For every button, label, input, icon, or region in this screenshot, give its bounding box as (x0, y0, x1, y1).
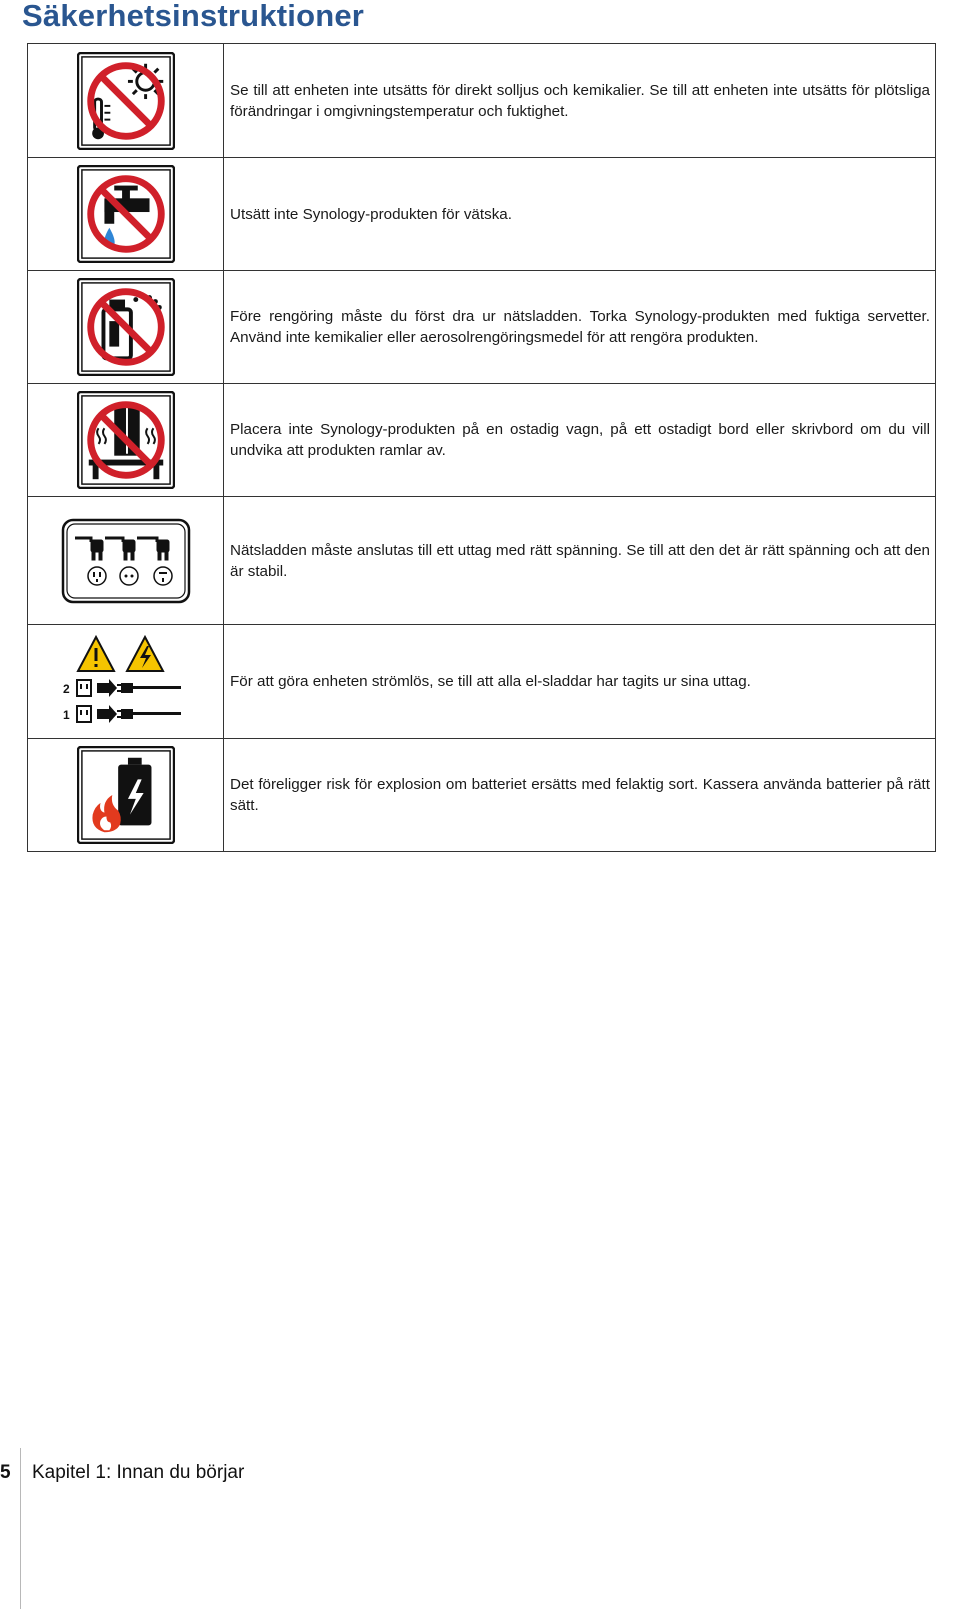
no-liquid-icon (77, 165, 175, 263)
unplug-all-cords-icon (61, 635, 191, 729)
no-unstable-surface-icon (77, 391, 175, 489)
table-row (28, 625, 936, 739)
instruction-text: Nätsladden måste anslutas till ett uttag med rätt spänning. Se till att den det är rätt spänning och att den är stabil. (230, 541, 930, 580)
instruction-text: Före rengöring måste du först dra ur nätsladden. Torka Synology-produkten med fuktiga servetter. Använd inte kemikalier eller aerosolrengöringsmedel för att rengöra produkten. (230, 308, 930, 346)
table-row (28, 44, 936, 158)
safety-instructions-table (27, 43, 936, 852)
power-outlets-icon (61, 518, 191, 604)
table-row (28, 384, 936, 497)
cord-label-1: 1 (62, 707, 70, 722)
instruction-text: Se till att enheten inte utsätts för direkt solljus och kemikalier. Se till att enheten inte utsätts för plötsliga förändringar i omgivningstemperatur och fuktighet. (230, 81, 930, 120)
footer-divider (20, 1448, 21, 1609)
table-row (28, 739, 936, 852)
no-spray-cleaner-icon (77, 278, 175, 376)
instruction-text: För att göra enheten strömlös, se till att alla el-sladdar har tagits ur sina uttag. (230, 673, 751, 690)
instruction-text: Det föreligger risk för explosion om batteriet ersätts med felaktig sort. Kassera använda batterier på rätt sätt. (230, 776, 930, 814)
page-number: 5 (0, 1462, 11, 1483)
instruction-text: Utsätt inte Synology-produkten för vätska. (230, 205, 512, 223)
page-title: Säkerhetsinstruktioner (22, 0, 365, 33)
no-sunlight-heat-icon (77, 52, 175, 150)
table-row (28, 158, 936, 271)
cord-label-2: 2 (62, 681, 70, 696)
battery-explosion-icon (77, 746, 175, 844)
chapter-title: Kapitel 1: Innan du börjar (32, 1462, 245, 1483)
table-row (28, 271, 936, 384)
instruction-text: Placera inte Synology-produkten på en ostadig vagn, på ett ostadigt bord eller skrivbord om du vill undvika att produkten ramlar av. (230, 421, 930, 459)
table-row (28, 497, 936, 625)
